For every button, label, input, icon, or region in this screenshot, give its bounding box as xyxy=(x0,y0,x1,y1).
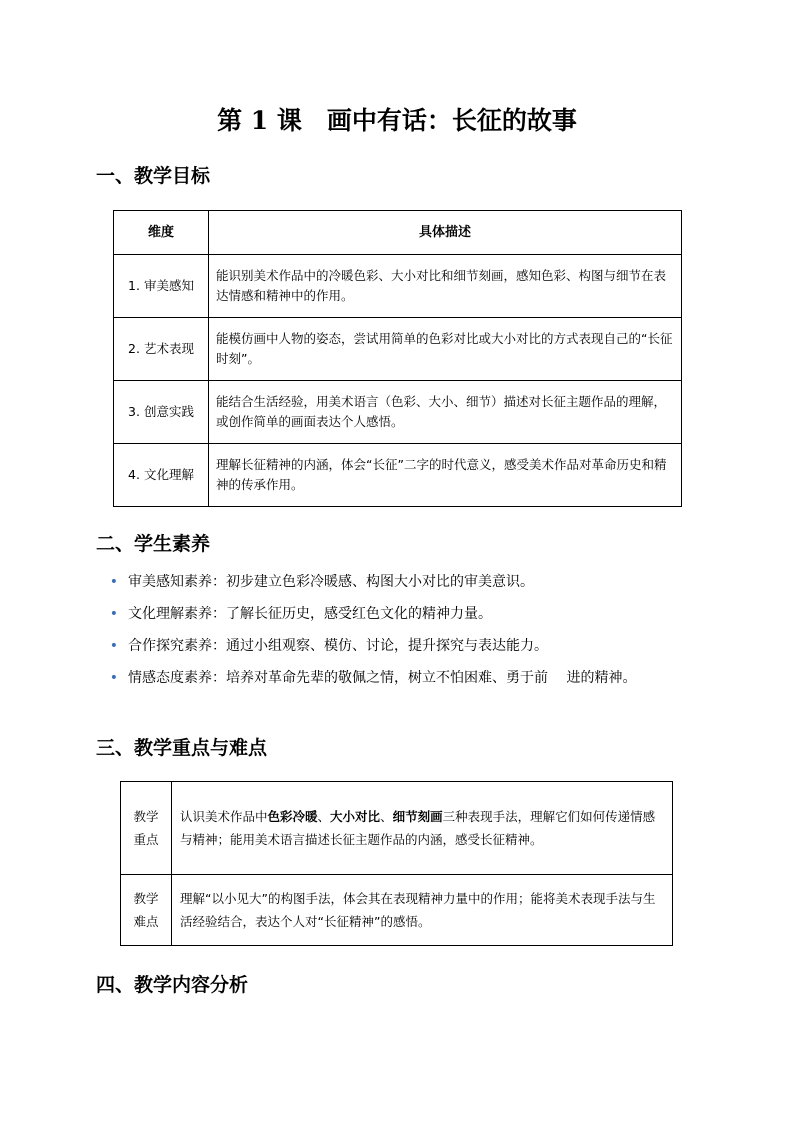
table-row xyxy=(121,782,673,875)
page-title: 第 1 课 画中有话：长征的故事 xyxy=(217,106,577,135)
header-dimension: 维度 xyxy=(114,211,209,255)
table-header-row xyxy=(114,211,682,255)
section-heading-literacy: 二、学生素养 xyxy=(96,533,211,555)
table-row xyxy=(114,255,682,318)
description-cell: 能结合生活经验，用美术语言（色彩、大小、细节）描述对长征主题作品的理解，或创作简单的画面表达个人感悟。 xyxy=(209,381,682,444)
dimension-cell: 2. 艺术表现 xyxy=(114,318,209,381)
bullet-icon: • xyxy=(109,606,118,622)
header-description: 具体描述 xyxy=(209,211,682,255)
section-heading-focus: 三、教学重点与难点 xyxy=(96,737,268,759)
table-row xyxy=(114,444,682,507)
description-cell: 能模仿画中人物的姿态，尝试用简单的色彩对比或大小对比的方式表现自己的“长征时刻”。 xyxy=(209,318,682,381)
table-row xyxy=(114,381,682,444)
list-item: • 情感态度素养：培养对革命先辈的敬佩之情，树立不怕困难、勇于前 进的精神。 xyxy=(96,668,706,689)
section-heading-content-analysis: 四、教学内容分析 xyxy=(96,974,249,996)
description-cell: 理解长征精神的内涵，体会“长征”二字的时代意义，感受美术作品对革命历史和精神的传承作用。 xyxy=(209,444,682,507)
dimension-cell: 1. 审美感知 xyxy=(114,255,209,318)
list-item: • 合作探究素养：通过小组观察、模仿、讨论，提升探究与表达能力。 xyxy=(96,636,706,657)
table-row xyxy=(121,875,673,946)
bullet-icon: • xyxy=(109,638,118,654)
difficulty-label: 教学难点 xyxy=(121,875,172,946)
key-point-text: 认识美术作品中色彩冷暖、大小对比、细节刻画三种表现手法，理解它们如何传递情感与精神；能用美术语言描述长征主题作品的内涵，感受长征精神。 xyxy=(172,782,673,875)
description-cell: 能识别美术作品中的冷暖色彩、大小对比和细节刻画，感知色彩、构图与细节在表达情感和精神中的作用。 xyxy=(209,255,682,318)
difficulty-text: 理解“以小见大”的构图手法，体会其在表现精神力量中的作用；能将美术表现手法与生活经验结合，表达个人对“长征精神”的感悟。 xyxy=(172,875,673,946)
objectives-table xyxy=(113,210,682,507)
bullet-icon: • xyxy=(109,670,118,686)
bullet-icon: • xyxy=(109,574,118,590)
list-item: • 审美感知素养：初步建立色彩冷暖感、构图大小对比的审美意识。 xyxy=(96,572,706,593)
dimension-cell: 3. 创意实践 xyxy=(114,381,209,444)
focus-table xyxy=(120,781,673,946)
section-heading-objectives: 一、教学目标 xyxy=(96,165,211,187)
literacy-list xyxy=(96,572,706,700)
list-item: • 文化理解素养：了解长征历史，感受红色文化的精神力量。 xyxy=(96,604,706,625)
table-row xyxy=(114,318,682,381)
dimension-cell: 4. 文化理解 xyxy=(114,444,209,507)
key-point-label: 教学重点 xyxy=(121,782,172,875)
